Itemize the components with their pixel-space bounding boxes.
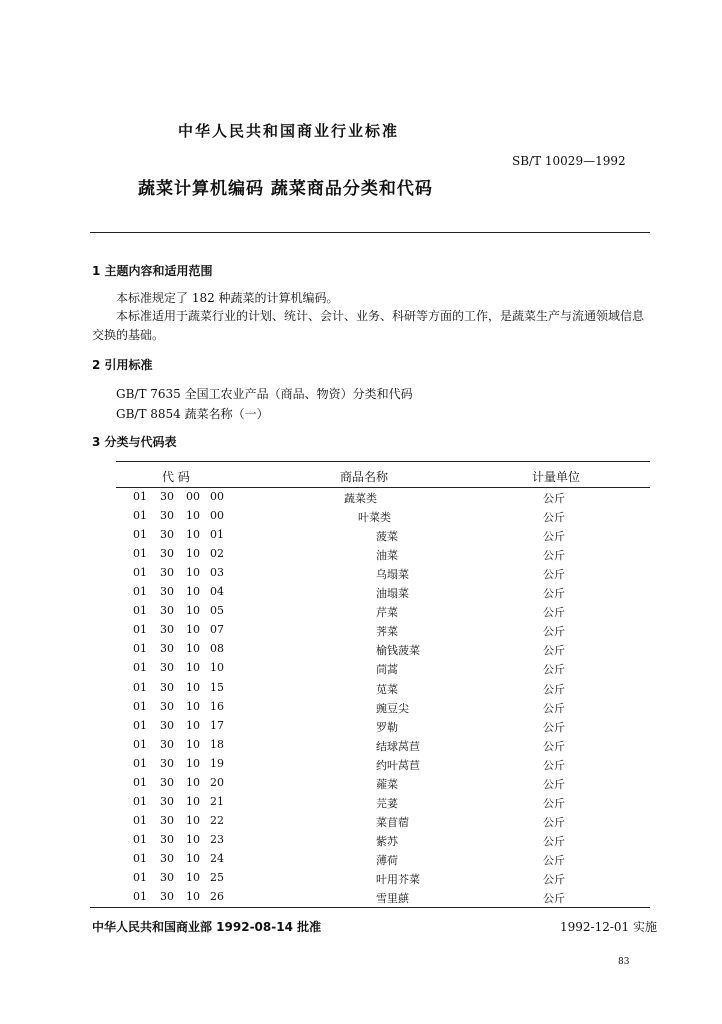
commodity-name: 芹菜: [376, 606, 398, 620]
code-segment-1: 01: [133, 585, 147, 599]
unit-of-measure: 公斤: [543, 796, 565, 810]
table-row: [0, 528, 722, 547]
code-segment-1: 01: [133, 623, 147, 637]
code-segment-1: 01: [133, 756, 147, 770]
code-segment-4: 22: [210, 813, 224, 827]
code-segment-2: 30: [160, 718, 174, 732]
commodity-name: 苋菜: [376, 682, 398, 696]
unit-of-measure: 公斤: [543, 530, 565, 544]
commodity-name: 紫苏: [376, 834, 398, 848]
table-row: [0, 604, 722, 623]
code-segment-3: 10: [186, 528, 200, 542]
code-segment-2: 30: [160, 794, 174, 808]
code-segment-4: 00: [210, 490, 224, 503]
code-segment-4: 17: [210, 718, 224, 732]
unit-of-measure: 公斤: [543, 663, 565, 677]
code-segment-2: 30: [160, 585, 174, 599]
code-segment-4: 21: [210, 794, 224, 808]
table-row: [0, 623, 722, 642]
code-segment-4: 02: [210, 547, 224, 561]
code-segment-1: 01: [133, 509, 147, 523]
code-segment-2: 30: [160, 813, 174, 827]
code-segment-2: 30: [160, 832, 174, 846]
unit-of-measure: 公斤: [543, 777, 565, 791]
code-segment-2: 30: [160, 528, 174, 542]
code-segment-4: 07: [210, 623, 224, 637]
unit-of-measure: 公斤: [543, 587, 565, 601]
commodity-name: 油菜: [376, 549, 398, 563]
document-title: 蔬菜计算机编码 蔬菜商品分类和代码: [138, 179, 433, 199]
unit-of-measure: 公斤: [543, 701, 565, 715]
code-segment-3: 10: [186, 680, 200, 694]
unit-of-measure: 公斤: [543, 720, 565, 734]
code-segment-1: 01: [133, 604, 147, 618]
section-1-paragraph-1: 本标准规定了 182 种蔬菜的计算机编码。: [116, 291, 339, 305]
unit-of-measure: 公斤: [543, 644, 565, 658]
table-row: [0, 776, 722, 795]
code-segment-3: 10: [186, 794, 200, 808]
code-segment-1: 01: [133, 718, 147, 732]
code-segment-3: 10: [186, 547, 200, 561]
code-segment-1: 01: [133, 832, 147, 846]
table-row: [0, 757, 722, 776]
code-segment-3: 10: [186, 623, 200, 637]
code-segment-3: 10: [186, 851, 200, 865]
code-segment-1: 01: [133, 566, 147, 580]
table-row: [0, 700, 722, 719]
section-1-paragraph-2: 本标准适用于蔬菜行业的计划、统计、会计、业务、科研等方面的工作，是蔬菜生产与流通领域信息: [116, 309, 645, 323]
code-segment-3: 10: [186, 642, 200, 656]
unit-of-measure: 公斤: [543, 625, 565, 639]
code-segment-2: 30: [160, 642, 174, 656]
code-segment-1: 01: [133, 680, 147, 694]
code-segment-2: 30: [160, 509, 174, 523]
section-1-paragraph-2-cont: 交换的基础。: [92, 328, 165, 342]
implementation-note: 1992-12-01 实施: [560, 920, 658, 934]
code-segment-2: 30: [160, 680, 174, 694]
code-segment-1: 01: [133, 851, 147, 865]
table-row: [0, 547, 722, 566]
code-segment-3: 00: [186, 490, 200, 503]
section-2-heading: 2 引用标准: [92, 358, 153, 372]
code-segment-2: 30: [160, 890, 174, 904]
code-segment-2: 30: [160, 604, 174, 618]
unit-of-measure: 公斤: [543, 758, 565, 772]
commodity-name: 菠菜: [376, 530, 398, 544]
code-segment-4: 16: [210, 699, 224, 713]
commodity-name: 豌豆尖: [376, 701, 409, 715]
table-header-code: 代 码: [162, 470, 190, 484]
table-header-unit: 计量单位: [532, 470, 581, 484]
commodity-name: 罗勒: [376, 720, 398, 734]
commodity-name: 榆钱菠菜: [376, 644, 420, 658]
unit-of-measure: 公斤: [543, 739, 565, 753]
code-segment-1: 01: [133, 661, 147, 675]
code-segment-4: 01: [210, 528, 224, 542]
code-segment-2: 30: [160, 566, 174, 580]
code-segment-4: 04: [210, 585, 224, 599]
table-bottom-rule: [90, 907, 650, 908]
code-segment-3: 10: [186, 890, 200, 904]
code-segment-4: 20: [210, 775, 224, 789]
code-segment-2: 30: [160, 851, 174, 865]
issuer-title: 中华人民共和国商业行业标准: [178, 122, 400, 140]
code-segment-3: 10: [186, 813, 200, 827]
code-segment-3: 10: [186, 871, 200, 884]
unit-of-measure: 公斤: [543, 511, 565, 525]
commodity-name: 叶用芥菜: [376, 873, 420, 886]
table-header-name: 商品名称: [340, 470, 389, 484]
unit-of-measure: 公斤: [543, 815, 565, 829]
code-segment-3: 10: [186, 775, 200, 789]
code-segment-4: 25: [210, 871, 224, 884]
table-row: [0, 833, 722, 852]
table-row: [0, 566, 722, 585]
table-row: [0, 490, 722, 509]
code-segment-4: 19: [210, 756, 224, 770]
table-row: [0, 719, 722, 738]
commodity-name: 约叶莴苣: [376, 758, 420, 772]
code-segment-1: 01: [133, 775, 147, 789]
unit-of-measure: 公斤: [543, 834, 565, 848]
commodity-name: 茼蒿: [376, 663, 398, 677]
code-segment-1: 01: [133, 737, 147, 751]
code-segment-4: 05: [210, 604, 224, 618]
table-row: [0, 852, 722, 871]
commodity-name: 雪里蕻: [376, 892, 409, 906]
commodity-name: 蔬菜类: [344, 492, 377, 505]
commodity-name: 结球莴苣: [376, 739, 420, 753]
code-segment-1: 01: [133, 699, 147, 713]
code-segment-4: 03: [210, 566, 224, 580]
table-row: [0, 795, 722, 814]
code-segment-4: 15: [210, 680, 224, 694]
code-segment-4: 08: [210, 642, 224, 656]
commodity-name: 芫荽: [376, 796, 398, 810]
commodity-name: 油塌菜: [376, 587, 409, 601]
unit-of-measure: 公斤: [543, 606, 565, 620]
code-segment-3: 10: [186, 509, 200, 523]
code-segment-1: 01: [133, 813, 147, 827]
table-row: [0, 681, 722, 700]
code-segment-1: 01: [133, 547, 147, 561]
table-header-rule: [116, 487, 650, 488]
commodity-name: 薄荷: [376, 853, 398, 867]
code-segment-1: 01: [133, 642, 147, 656]
unit-of-measure: 公斤: [543, 568, 565, 582]
section-3-heading: 3 分类与代码表: [92, 435, 177, 449]
reference-item: GB/T 7635 全国工农业产品（商品、物资）分类和代码: [116, 387, 413, 401]
unit-of-measure: 公斤: [543, 492, 565, 505]
code-segment-1: 01: [133, 528, 147, 542]
unit-of-measure: 公斤: [543, 873, 565, 886]
code-segment-2: 30: [160, 490, 174, 503]
approval-note: 中华人民共和国商业部 1992-08-14 批准: [92, 920, 322, 934]
standard-number: SB/T 10029—1992: [512, 154, 626, 168]
code-segment-4: 10: [210, 661, 224, 675]
table-row: [0, 585, 722, 604]
code-segment-3: 10: [186, 585, 200, 599]
table-row: [0, 738, 722, 757]
code-segment-2: 30: [160, 699, 174, 713]
commodity-name: 荠菜: [376, 625, 398, 639]
unit-of-measure: 公斤: [543, 853, 565, 867]
code-segment-4: 24: [210, 851, 224, 865]
code-segment-2: 30: [160, 737, 174, 751]
code-segment-4: 26: [210, 890, 224, 904]
table-row: [0, 509, 722, 528]
commodity-name: 叶菜类: [358, 511, 391, 525]
code-segment-3: 10: [186, 756, 200, 770]
code-segment-3: 10: [186, 699, 200, 713]
code-segment-2: 30: [160, 756, 174, 770]
table-row: [0, 871, 722, 890]
code-segment-3: 10: [186, 566, 200, 580]
table-row: [0, 642, 722, 661]
code-segment-3: 10: [186, 737, 200, 751]
code-segment-3: 10: [186, 661, 200, 675]
unit-of-measure: 公斤: [543, 682, 565, 696]
page-number: 83: [618, 957, 630, 967]
code-segment-4: 00: [210, 509, 224, 523]
code-segment-2: 30: [160, 775, 174, 789]
code-segment-4: 18: [210, 737, 224, 751]
code-segment-3: 10: [186, 604, 200, 618]
code-segment-2: 30: [160, 661, 174, 675]
code-segment-4: 23: [210, 832, 224, 846]
commodity-name: 乌塌菜: [376, 568, 409, 582]
table-row: [0, 661, 722, 680]
code-segment-1: 01: [133, 890, 147, 904]
unit-of-measure: 公斤: [543, 549, 565, 563]
code-segment-2: 30: [160, 547, 174, 561]
code-segment-3: 10: [186, 718, 200, 732]
header-rule: [90, 232, 650, 233]
code-segment-1: 01: [133, 490, 147, 503]
table-top-rule: [116, 461, 650, 462]
reference-item: GB/T 8854 蔬菜名称（一）: [116, 407, 269, 421]
unit-of-measure: 公斤: [543, 892, 565, 906]
code-segment-2: 30: [160, 623, 174, 637]
code-segment-1: 01: [133, 871, 147, 884]
code-segment-2: 30: [160, 871, 174, 884]
commodity-name: 蕹菜: [376, 777, 398, 791]
commodity-name: 菜苜蓿: [376, 815, 409, 829]
table-row: [0, 814, 722, 833]
section-1-heading: 1 主题内容和适用范围: [92, 264, 213, 278]
code-segment-1: 01: [133, 794, 147, 808]
code-segment-3: 10: [186, 832, 200, 846]
